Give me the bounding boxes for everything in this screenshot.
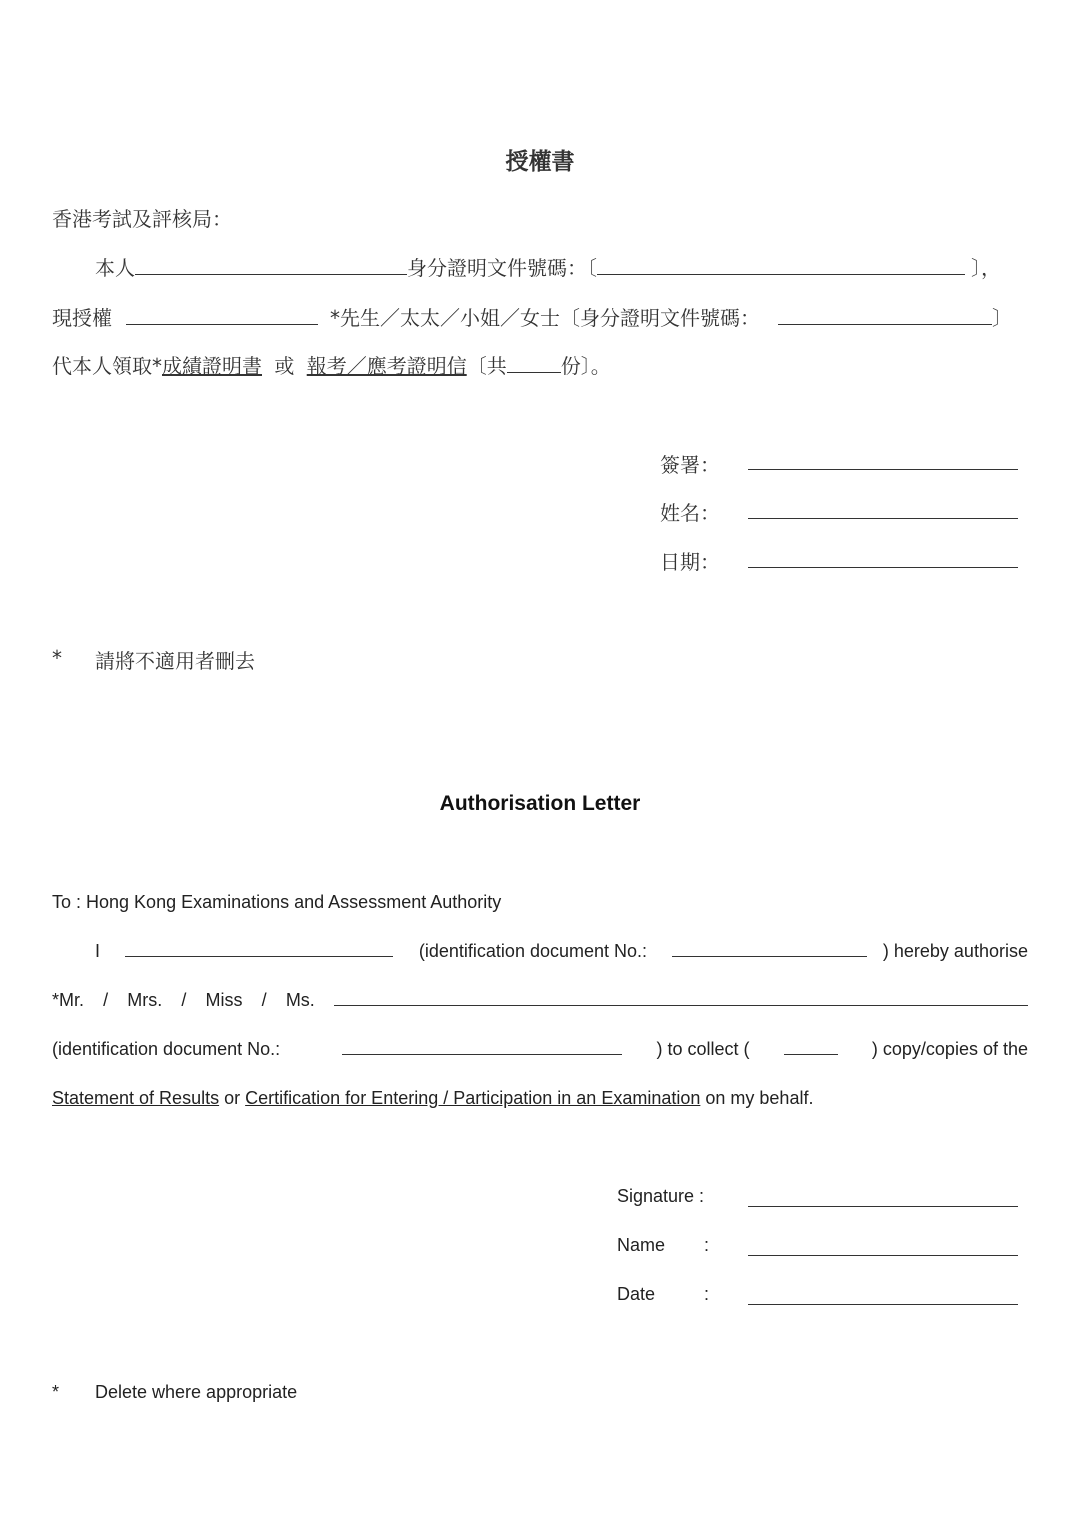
english-line1-prefix: I [95,941,101,961]
english-name-blank-field[interactable] [748,1255,1018,1256]
chinese-copies-suffix: 份〕。 [560,354,611,378]
chinese-authorised-name-blank[interactable] [126,324,318,325]
chinese-line-3 [52,350,611,379]
english-footnote-text: Delete where appropriate [95,1382,298,1402]
chinese-doc-results: 成績證明書 [162,354,262,378]
english-date-colon: : [704,1284,710,1304]
chinese-copies-blank[interactable] [507,372,561,373]
english-line-2 [52,990,1028,1011]
chinese-line2-titles: *先生／太太／小姐／女士〔身分證明文件號碼： [330,306,760,330]
chinese-line-1 [95,252,1001,281]
english-title-mr: *Mr. [52,990,85,1010]
english-slash-3: / [261,990,267,1010]
english-name-blank[interactable] [125,956,393,957]
english-title-ms: Ms. [285,990,315,1010]
english-line-3 [52,1039,1028,1060]
chinese-signature-blank[interactable] [748,469,1018,470]
chinese-or: 或 [274,354,295,378]
english-title-mrs: Mrs. [127,990,163,1010]
chinese-line2-suffix: 〕 [992,306,1012,330]
english-id-blank[interactable] [672,956,867,957]
english-or: or [224,1088,241,1108]
english-line3-id-open: (identification document No.: [52,1039,281,1059]
chinese-line1-suffix: 〕， [971,256,1001,280]
english-date-blank[interactable] [748,1304,1018,1305]
english-line3-copies-tail: ) copy/copies of the [871,1039,1028,1059]
chinese-title: 授權書 [505,149,575,175]
chinese-line1-prefix: 本人 [95,256,135,280]
english-authorised-id-blank[interactable] [342,1054,622,1055]
english-title-miss: Miss [205,990,243,1010]
chinese-date-blank[interactable] [748,567,1018,568]
english-name-colon: : [704,1235,710,1255]
english-date-label: Date [617,1284,656,1304]
english-title: Authorisation Letter [439,792,641,815]
english-slash-1: / [103,990,109,1010]
english-name-label: Name [617,1235,666,1255]
chinese-signature-label: 簽署： [660,453,720,477]
chinese-id-blank[interactable] [597,274,965,275]
english-addressee: To : Hong Kong Examinations and Assessment Authority [52,892,502,912]
english-signature-blank[interactable] [748,1206,1018,1207]
english-signature-label: Signature : [617,1186,705,1206]
english-authorised-name-blank[interactable] [334,1005,1028,1006]
english-line4-tail: on my behalf. [705,1088,814,1108]
chinese-line3-prefix: 代本人領取* [52,354,162,378]
chinese-authorised-id-blank[interactable] [778,324,992,325]
chinese-name-blank[interactable] [135,274,407,275]
chinese-copies-prefix: 〔共 [466,354,507,378]
chinese-name-field-blank[interactable] [748,518,1018,519]
english-line-4 [52,1088,813,1109]
chinese-line1-id-label: 身分證明文件號碼：〔 [407,256,597,280]
chinese-doc-certification: 報考／應考證明信 [306,354,467,378]
english-line1-id-open: (identification document No.: [418,941,648,961]
chinese-date-label: 日期： [660,550,720,574]
english-doc-results: Statement of Results [52,1088,220,1108]
english-slash-2: / [181,990,187,1010]
english-copies-blank[interactable] [784,1054,838,1055]
chinese-line-2 [52,302,1012,331]
english-line3-collect: ) to collect ( [656,1039,750,1059]
chinese-addressee: 香港考試及評核局： [52,207,232,231]
english-footnote-marker: * [52,1382,60,1402]
chinese-footnote-text: 請將不適用者刪去 [95,649,255,673]
english-doc-certification: Certification for Entering / Participation in an Examination [245,1088,701,1108]
chinese-line2-prefix: 現授權 [52,306,112,330]
english-line1-authorise: ) hereby authorise [882,941,1028,961]
chinese-name-label: 姓名： [660,501,720,525]
english-line-1 [95,941,1028,962]
chinese-footnote-marker: * [52,646,62,670]
